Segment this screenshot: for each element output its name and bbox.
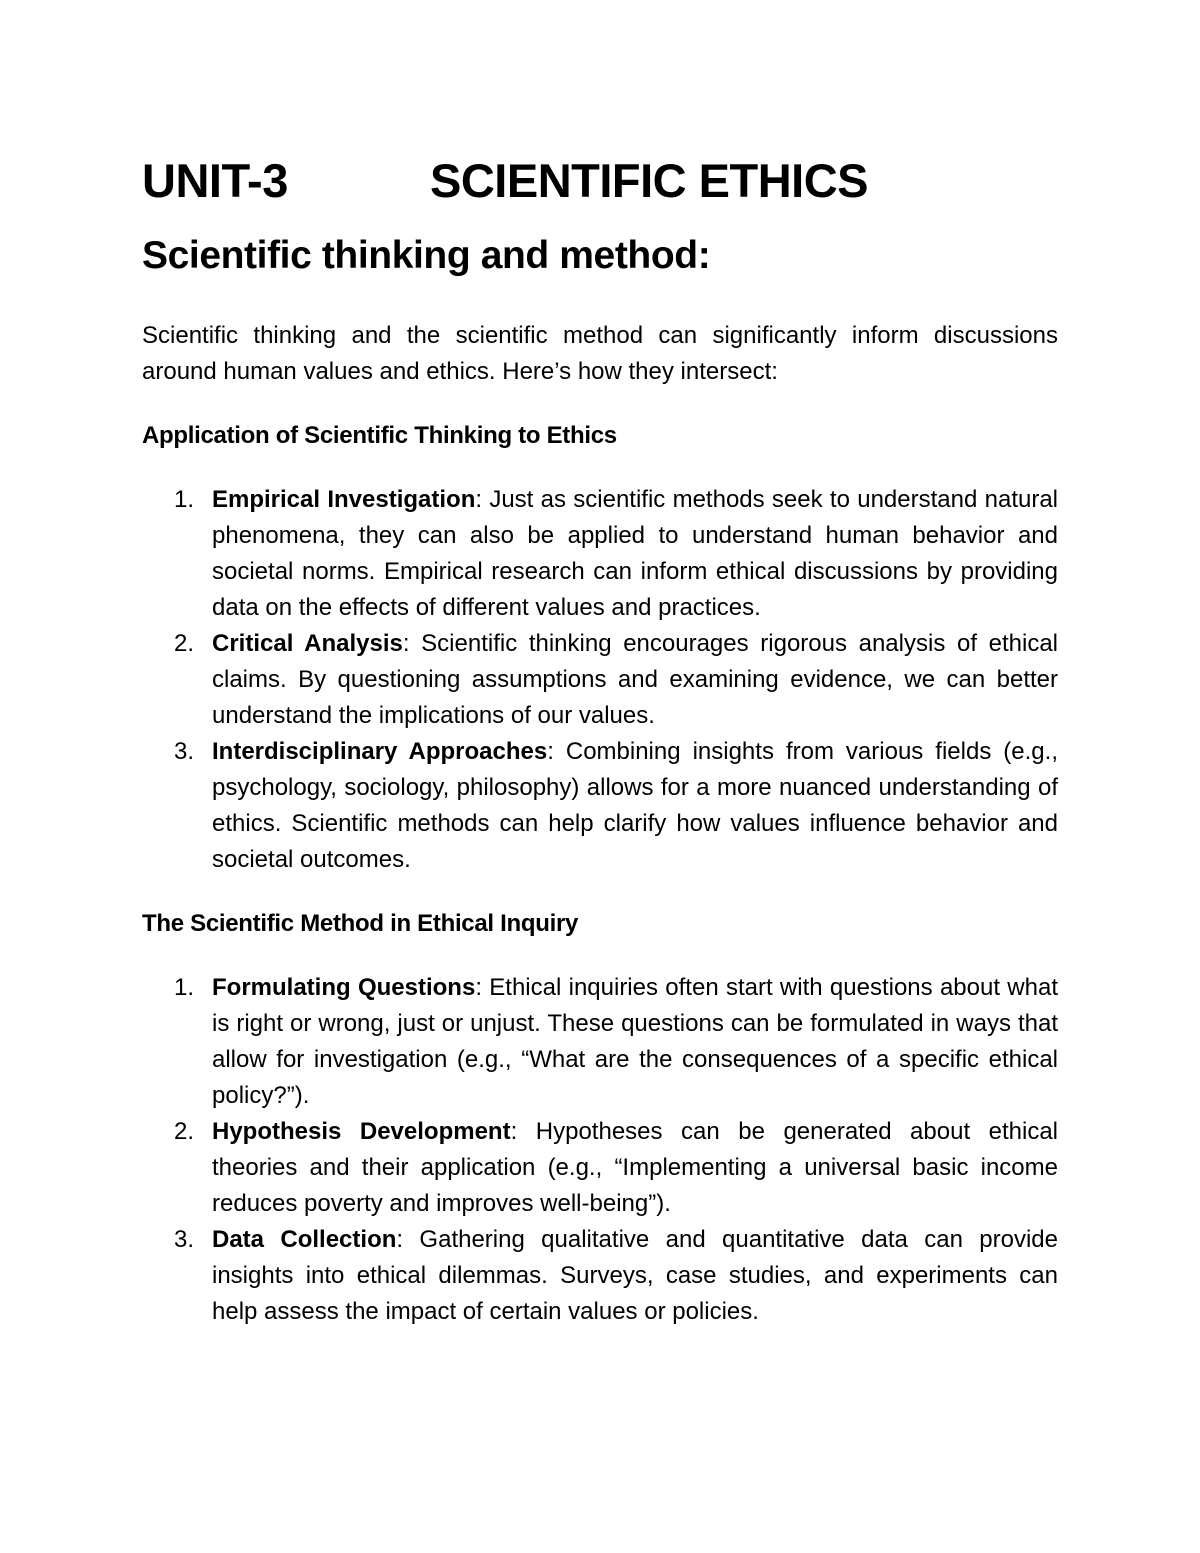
method-heading: The Scientific Method in Ethical Inquiry <box>142 910 579 937</box>
list-text: : Gathering qualitative and quantitative data can provide insights into ethical dilemmas. Surveys, case studies, and experiments can help assess the impact of certain values or policies. <box>212 1226 1058 1325</box>
unit-title <box>142 150 1058 212</box>
list-term: Interdisciplinary Approaches <box>212 738 548 765</box>
method-list <box>142 970 1058 1330</box>
list-number: 1. <box>174 486 195 513</box>
list-number: 3. <box>174 738 195 765</box>
document-page <box>142 150 1058 1330</box>
application-heading: Application of Scientific Thinking to Ethics <box>142 422 617 449</box>
list-item <box>142 734 1058 878</box>
list-number: 2. <box>174 1118 195 1145</box>
list-term: Data Collection <box>212 1226 397 1253</box>
list-item <box>142 626 1058 734</box>
unit-number: UNIT-3 <box>142 154 288 207</box>
unit-name: SCIENTIFIC ETHICS <box>430 154 869 207</box>
list-number: 1. <box>174 974 195 1001</box>
application-list <box>142 482 1058 878</box>
list-term: Empirical Investigation <box>212 486 476 513</box>
list-text: : Scientific thinking encourages rigorous analysis of ethical claims. By questioning assumptions and examining evidence, we can better understand the implications of our values. <box>212 630 1058 729</box>
list-term: Hypothesis Development <box>212 1118 511 1145</box>
list-item <box>142 482 1058 626</box>
list-text: : Combining insights from various fields (e.g., psychology, sociology, philosophy) allows for a more nuanced understanding of ethics. Scientific methods can help clarify how values influence behavior and societal outcomes. <box>212 738 1058 873</box>
list-text: : Ethical inquiries often start with questions about what is right or wrong, just or unjust. These questions can be formulated in ways that allow for investigation (e.g., “What are the consequences of a specific ethical policy?”). <box>212 974 1058 1109</box>
list-item <box>142 1222 1058 1330</box>
list-term: Formulating Questions <box>212 974 476 1001</box>
intro-paragraph: Scientific thinking and the scientific method can significantly inform discussions around human values and ethics. Here’s how they intersect: <box>142 322 1058 385</box>
list-text: : Hypotheses can be generated about ethical theories and their application (e.g., “Implementing a universal basic income reduces poverty and improves well-being”). <box>212 1118 1059 1217</box>
list-item <box>142 1114 1058 1222</box>
list-term: Critical Analysis <box>212 630 403 657</box>
section-title: Scientific thinking and method: <box>142 234 711 277</box>
list-item <box>142 970 1058 1114</box>
list-number: 3. <box>174 1226 195 1253</box>
list-text: : Just as scientific methods seek to understand natural phenomena, they can also be applied to understand human behavior and societal norms. Empirical research can inform ethical discussions by providing data on the effects of different values and practices. <box>212 486 1058 621</box>
list-number: 2. <box>174 630 195 657</box>
